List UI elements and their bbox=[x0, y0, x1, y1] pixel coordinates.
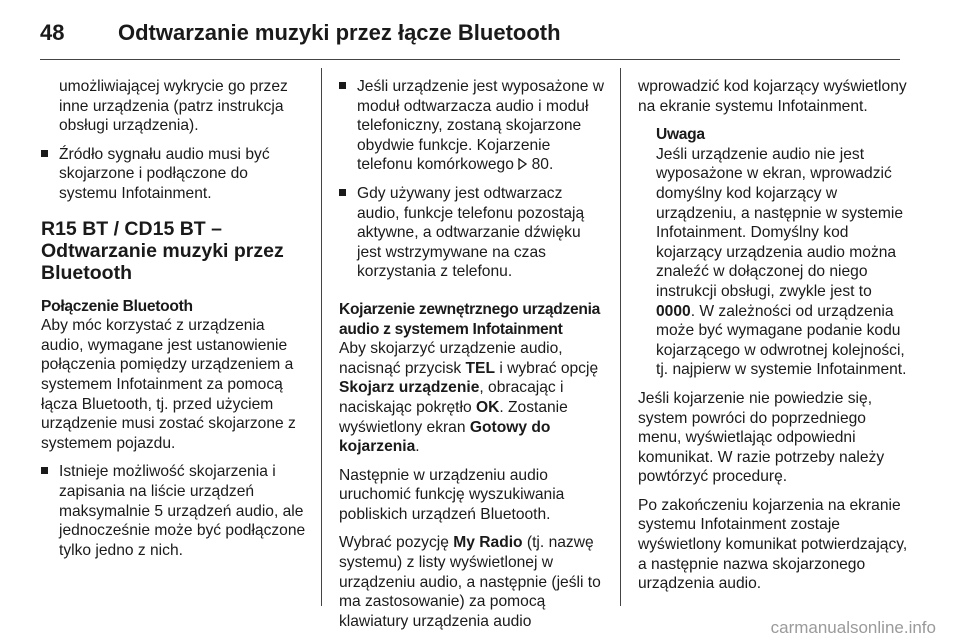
text-run: Aby skojarzyć urządzenie audio, nacisnąć przycisk bbox=[339, 340, 563, 377]
code-paragraph: wprowadzić kod kojarzący wyświetlony na ekranie systemu Infotainment. bbox=[638, 78, 907, 115]
column-1 bbox=[41, 77, 306, 560]
bullet-square-icon bbox=[339, 189, 346, 196]
page-reference-triangle-icon bbox=[518, 158, 527, 170]
page-header bbox=[40, 18, 930, 50]
tel-button-label: TEL bbox=[465, 359, 495, 377]
bullet-square-icon bbox=[41, 150, 48, 157]
my-radio-label: My Radio bbox=[453, 534, 523, 552]
success-paragraph: Po zakończeniu kojarzenia na ekranie systemu Infotainment zostaje wyświetlony komunikat potwierdzający, a następnie nazwa skojarzonego urządzenia audio. bbox=[638, 496, 908, 593]
text-run: . bbox=[415, 438, 420, 456]
text-run: i wybrać opcję bbox=[494, 359, 599, 377]
bullet-phone-module bbox=[339, 77, 605, 175]
note-title: Uwaga bbox=[656, 126, 705, 144]
column-3 bbox=[638, 77, 910, 594]
bullet-phone-use bbox=[339, 184, 605, 282]
text-run: Jeśli urządzenie audio nie jest wyposażone w ekran, wprowadzić domyślny kod kojarzący w urządzeniu, a następnie w systemie Infotainment. Domyślny kod kojarzący urządzenia audio można znaleźć w dołączonej do niego instrukcji obsługi, zwykle jest to bbox=[656, 145, 904, 300]
bullet-pairing-text: Istnieje możliwość skojarzenia i zapisania na liście urządzeń maksymalnie 5 urządzeń audio, ale jednocześnie może być podłączone tylko jedno z nich. bbox=[59, 463, 306, 559]
column-divider-2 bbox=[620, 68, 621, 606]
connection-text: Aby móc korzystać z urządzenia audio, wymagane jest ustanowienie połączenia pomiędzy urządzeniem a systemem Infotainment za pomocą łącza Bluetooth, tj. przed użyciem urządzenie musi zostać skojarzone z systemem pojazdu. bbox=[41, 317, 296, 452]
subheading-pairing: Kojarzenie zewnętrznego urządzenia audio z systemem Infotainment bbox=[339, 300, 601, 338]
continued-text: umożliwiającej wykrycie go przez inne urządzenia (patrz instrukcja obsługi urządzenia). bbox=[59, 78, 288, 135]
running-title: Odtwarzanie muzyki przez łącze Bluetooth bbox=[118, 20, 561, 45]
note-text bbox=[656, 145, 910, 380]
bullet-source bbox=[41, 145, 306, 204]
text-run: Wybrać pozycję bbox=[339, 534, 454, 552]
text-run: . W zależności od urządzenia może być wymagane podanie kodu kojarzącego w odwrotnej kolejności, tj. najpierw w systemie Infotainment. bbox=[656, 302, 907, 379]
bullet-pairing bbox=[41, 462, 306, 560]
subheading-connection: Połączenie Bluetooth bbox=[41, 297, 193, 315]
header-rule bbox=[40, 59, 900, 60]
ok-knob-label: OK bbox=[475, 398, 500, 416]
bullet-source-text: Źródło sygnału audio musi być skojarzone i podłączone do systemu Infotainment. bbox=[59, 145, 270, 202]
text-run: . Zostanie wyświetlony ekran bbox=[339, 398, 568, 436]
bullet-phone-use-text: Gdy używany jest odtwarzacz audio, funkcje telefonu pozostają aktywne, a odtwarzanie dźwięku jest wstrzymywane na czas korzystania z telefonu. bbox=[357, 184, 585, 281]
column-2 bbox=[339, 77, 605, 631]
note-box bbox=[656, 125, 910, 380]
pair-device-option: Skojarz urządzenie bbox=[339, 379, 480, 397]
failure-paragraph: Jeśli kojarzenie nie powiedzie się, system powróci do poprzedniego menu, wyświetlając odpowiedni komunikat. W razie potrzeby należy powtórzyć procedurę. bbox=[638, 389, 885, 486]
page-number: 48 bbox=[40, 20, 65, 45]
pairing-paragraph-2: Następnie w urządzeniu audio uruchomić funkcję wyszukiwania pobliskich urządzeń Bluetooth. bbox=[339, 466, 565, 523]
default-code: 0000 bbox=[656, 302, 691, 320]
text-run: (tj. nazwę systemu) z listy wyświetlonej w urządzeniu audio, a następnie (jeśli to ma zastosowanie) za pomocą klawiatury urządzenia audio bbox=[339, 534, 601, 630]
text-run: , obracając i naciskając pokrętło bbox=[339, 379, 564, 416]
watermark: carmanualsonline.info bbox=[770, 618, 936, 637]
bullet-square-icon bbox=[339, 82, 346, 89]
pairing-paragraph-1 bbox=[339, 339, 605, 457]
pairing-paragraph-3 bbox=[339, 533, 605, 631]
bullet-phone-module-text: Jeśli urządzenie jest wyposażone w moduł odtwarzacza audio i moduł telefoniczny, zostaną skojarzone obydwie funkcje. Kojarzenie telefonu komórkowego bbox=[357, 78, 605, 174]
page-reference[interactable]: 80. bbox=[531, 156, 554, 174]
column-divider-1 bbox=[321, 68, 322, 606]
bullet-square-icon bbox=[41, 467, 48, 474]
ready-to-pair-screen: Gotowy do kojarzenia bbox=[339, 418, 551, 456]
section-heading: R15 BT / CD15 BT – Odtwarzanie muzyki przez Bluetooth bbox=[41, 217, 284, 284]
